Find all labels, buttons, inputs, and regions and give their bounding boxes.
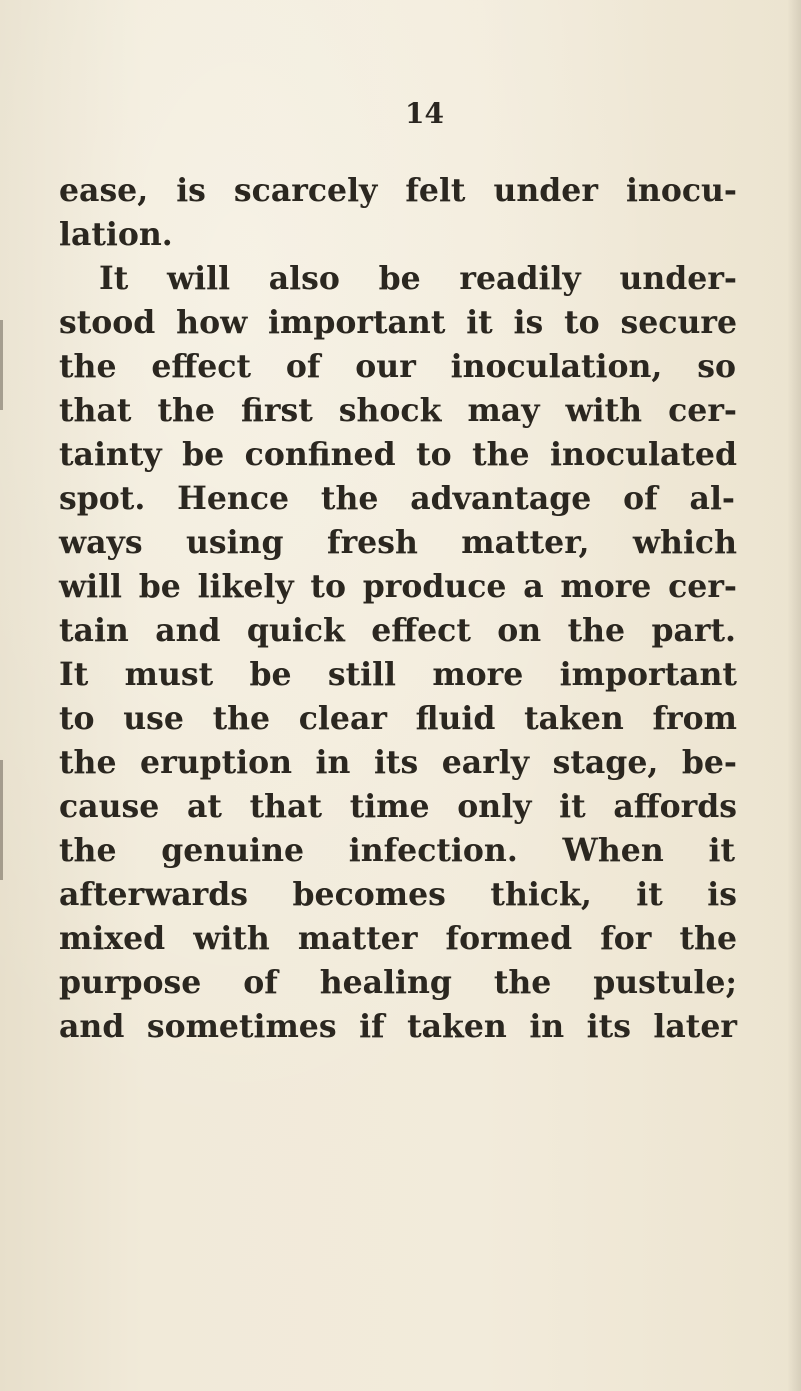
text-line: tainty be confined to the inoculated — [59, 436, 737, 473]
text-line: It will also be readily under- — [99, 260, 737, 297]
text-line: afterwards becomes thick, it is — [59, 876, 737, 913]
left-edge-mark-upper — [0, 320, 3, 410]
text-line: lation. — [59, 216, 173, 253]
text-line: the genuine infection. When it — [59, 832, 735, 869]
text-line: mixed with matter formed for the — [59, 920, 737, 957]
text-line: spot. Hence the advantage of al- — [59, 480, 735, 517]
text-line: stood how important it is to secure — [59, 304, 737, 341]
page-number: 14 — [405, 97, 444, 130]
text-line: It must be still more important — [59, 656, 737, 693]
text-line: the eruption in its early stage, be- — [59, 744, 737, 781]
text-line: tain and quick effect on the part. — [59, 612, 736, 649]
text-line: ease, is scarcely felt under inocu- — [59, 172, 737, 209]
text-line: purpose of healing the pustule; — [59, 964, 737, 1001]
text-line: that the first shock may with cer- — [59, 392, 737, 429]
text-line: ways using fresh matter, which — [59, 524, 737, 561]
right-edge-shadow — [787, 0, 801, 1391]
text-line: cause at that time only it affords — [59, 788, 737, 825]
text-line: will be likely to produce a more cer- — [59, 568, 737, 605]
text-line: to use the clear fluid taken from — [59, 700, 737, 737]
left-edge-mark-lower — [0, 760, 3, 880]
text-line: and sometimes if taken in its later — [59, 1008, 737, 1045]
text-line: the effect of our inoculation, so — [59, 348, 736, 385]
